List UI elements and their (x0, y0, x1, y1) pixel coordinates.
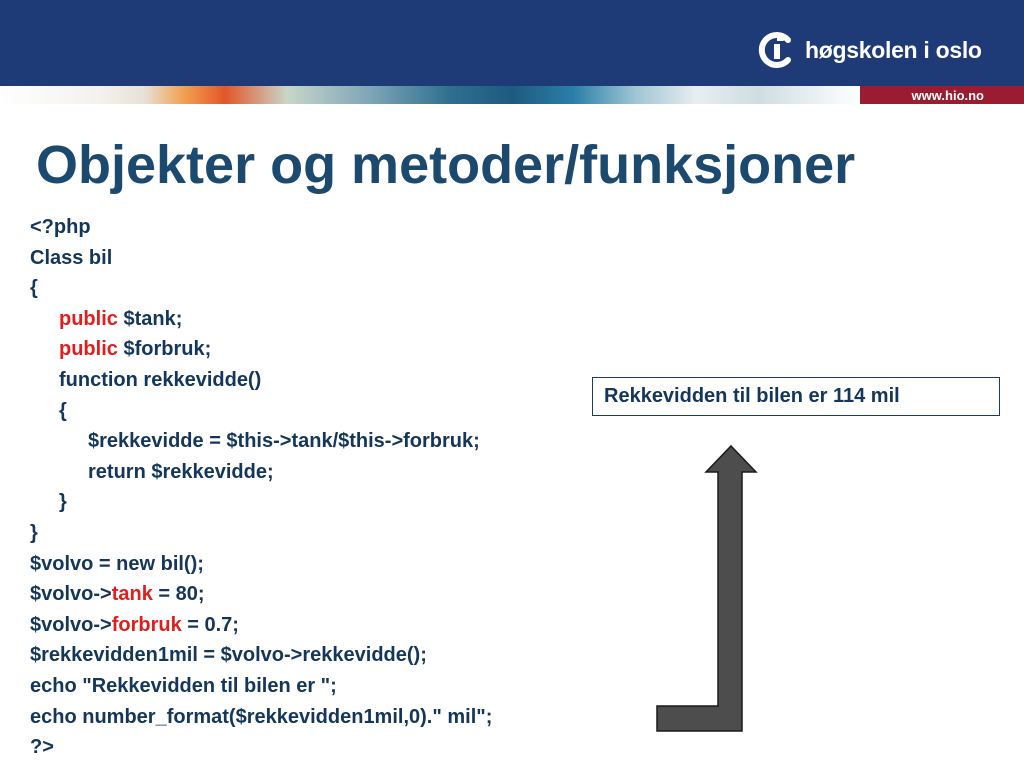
code-line: echo "Rekkevidden til bilen er "; (30, 674, 337, 697)
code-line: $rekkevidden1mil = $volvo->rekkevidde(); (30, 644, 427, 667)
page-title: Objekter og metoder/funksjoner (36, 135, 856, 195)
code-keyword: tank (111, 583, 153, 606)
code-text: $forbruk; (117, 338, 212, 361)
code-line: return $rekkevidde; (88, 460, 274, 483)
code-text: $tank; (117, 307, 183, 330)
code-line: } (30, 521, 38, 544)
code-text: = 0.7; (181, 613, 239, 636)
code-line: $volvo = new bil(); (30, 552, 204, 575)
logo-text: høgskolen i oslo (805, 36, 982, 63)
code-keyword: forbruk (111, 613, 182, 636)
website-url[interactable]: www.hio.no (911, 88, 984, 103)
code-text: = 80; (152, 583, 205, 606)
code-keyword: public (59, 307, 118, 330)
code-line: function rekkevidde() (59, 368, 262, 391)
code-line: <?php (30, 216, 91, 238)
code-line: ?> (30, 736, 54, 759)
code-line: } (59, 491, 67, 514)
code-keyword: public (59, 338, 118, 361)
code-line: { (30, 277, 38, 300)
code-line: { (59, 399, 67, 422)
code-text: $volvo-> (30, 613, 112, 636)
output-box: Rekkevidden til bilen er 114 mil (592, 377, 1000, 416)
code-line: $rekkevidde = $this->tank/$this->forbruk; (88, 430, 480, 453)
code-text: $volvo-> (30, 583, 112, 606)
code-line: Class bil (30, 246, 113, 269)
code-line: echo number_format($rekkevidden1mil,0)." mil"; (30, 705, 493, 728)
